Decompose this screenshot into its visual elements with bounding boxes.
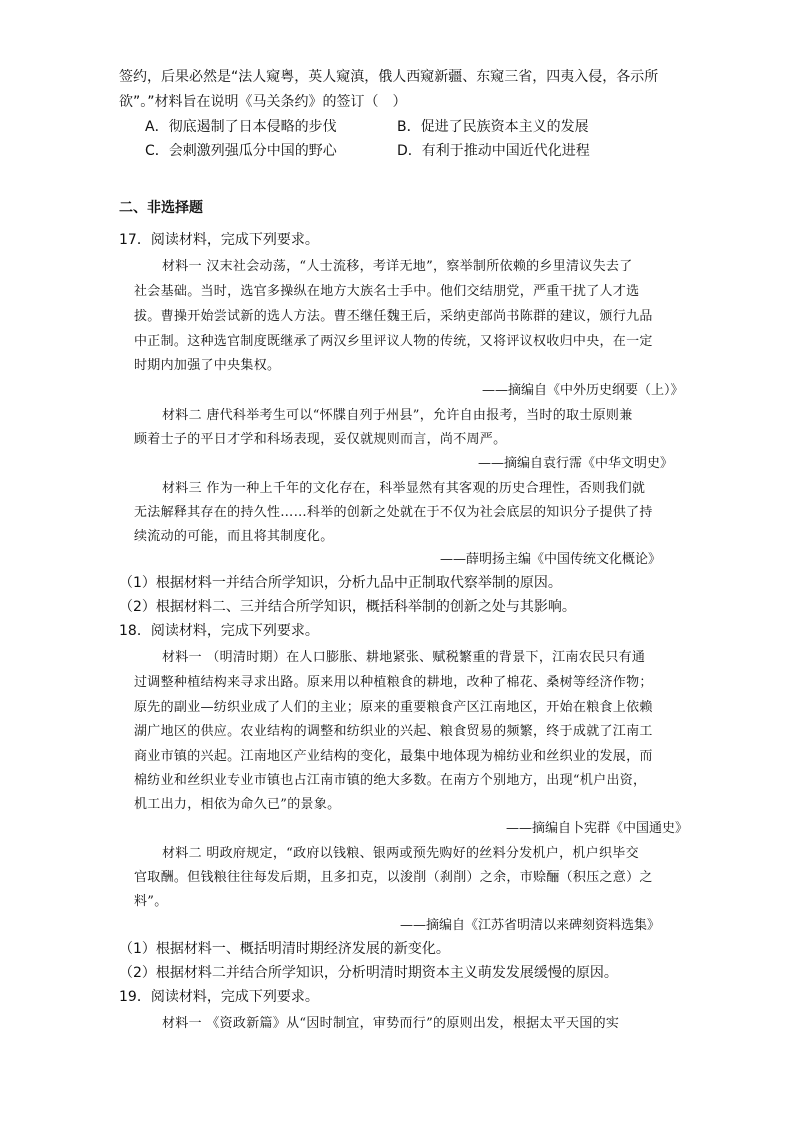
material-source: ——摘编自袁行霈《中华文明史》 <box>478 456 674 471</box>
intro-line: 欲”。”材料旨在说明《马关条约》的签订（ ） <box>119 94 407 110</box>
sub-question: （1）根据材料一、概括明清时期经济发展的新变化。 <box>119 941 450 957</box>
material-line: 棉纺业和丝织业专业市镇也占江南市镇的绝大多数。在南方个别地方，出现“机户出资， <box>134 773 647 788</box>
material-line: 过调整种植结构来寻求出路。原来用以种植粮食的耕地，改种了棉花、桑树等经济作物； <box>134 675 653 690</box>
question-17-prompt: 17．阅读材料，完成下列要求。 <box>119 232 319 248</box>
material-line: 材料一 《资政新篇》从“因时制宜，审势而行”的原则出发，根据太平天国的实 <box>162 1016 620 1031</box>
sub-question: （2）根据材料二、三并结合所学知识，概括科举制的创新之处与其影响。 <box>119 599 576 615</box>
material-line: 材料一 （明清时期）在人口膨胀、耕地紧张、赋税繁重的背景下，江南农民只有通 <box>162 650 646 665</box>
material-source: ——摘编自《中外历史纲要（上）》 <box>482 383 684 398</box>
sub-question: （2）根据材料二并结合所学知识，分析明清时期资本主义萌发发展缓慢的原因。 <box>119 965 618 981</box>
material-line: 社会基础。当时，选官多操纵在地方大族名士手中。他们交结朋党，严重干扰了人才选 <box>134 284 640 299</box>
material-line: 材料一 汉末社会动荡，“人士流移，考详无地”，察举制所依赖的乡里清议失去了 <box>162 259 633 274</box>
option-a: A．彻底遏制了日本侵略的步伐 <box>145 119 337 135</box>
option-d: D．有利于推动中国近代化进程 <box>397 143 590 159</box>
material-line: 商业市镇的兴起。江南地区产业结构的变化，最集中地体现为棉纺业和丝织业的发展，而 <box>134 749 653 764</box>
section-title: 二、非选择题 <box>119 200 203 216</box>
material-line: 官取酬。但钱粮往往每发后期，且多扣克，以浚削（刹削）之余，市赊酾（积压之意）之 <box>134 870 653 885</box>
material-line: 材料二 唐代科举考生可以“怀牒自列于州县”，允许自由报考，当时的取士原则兼 <box>162 408 633 423</box>
material-source: ——摘编自《江苏省明清以来碑刻资料选集》 <box>400 918 661 933</box>
question-19-prompt: 19．阅读材料，完成下列要求。 <box>119 989 319 1005</box>
material-line: 时期内加强了中央集权。 <box>134 358 281 373</box>
sub-question: （1）根据材料一并结合所学知识，分析九品中正制取代察举制的原因。 <box>119 575 562 591</box>
material-line: 料”。 <box>134 894 168 909</box>
material-line: 续流动的可能，而且将其制度化。 <box>134 529 334 544</box>
material-line: 顾着士子的平日才学和科场表现，妥仅就规则而言，尚不周严。 <box>134 432 507 447</box>
question-18-prompt: 18．阅读材料，完成下列要求。 <box>119 623 319 639</box>
material-line: 中正制。这种选官制度既继承了两汉乡里评议人物的传统，又将评议权收归中央，在一定 <box>134 334 653 349</box>
intro-line: 签约，后果必然是“法人窥粤，英人窥滇，俄人西窥新疆、东窥三省，四夷入侵，各示所 <box>119 69 659 85</box>
material-line: 湖广地区的供应。农业结构的调整和纺织业的兴起、粮食贸易的频繁，终于成就了江南工 <box>134 724 653 739</box>
option-c: C．会刺激列强瓜分中国的野心 <box>145 143 337 159</box>
material-line: 机工出力，相依为命久已”的景象。 <box>134 797 341 812</box>
material-source: ——薛明扬主编《中国传统文化概论》 <box>440 552 662 567</box>
material-source: ——摘编自卜宪群《中国通史》 <box>506 821 689 836</box>
material-line: 材料三 作为一种上千年的文化存在，科举显然有其客观的历史合理性，否则我们就 <box>162 481 646 496</box>
option-b: B．促进了民族资本主义的发展 <box>397 119 589 135</box>
material-line: 无法解释其存在的持久性……科举的创新之处就在于不仅为社会底层的知识分子提供了持 <box>134 505 653 520</box>
material-line: 材料二 明政府规定，“政府以钱粮、银两或预先购好的丝料分发机户，机户织毕交 <box>162 846 639 861</box>
material-line: 拔。曹操开始尝试新的选人方法。曹丕继任魏王后，采纳吏部尚书陈群的建议，颁行九品 <box>134 309 653 324</box>
material-line: 原先的副业—纺织业成了人们的主业；原来的重要粮食产区江南地区，开始在粮食上依赖 <box>134 700 653 715</box>
